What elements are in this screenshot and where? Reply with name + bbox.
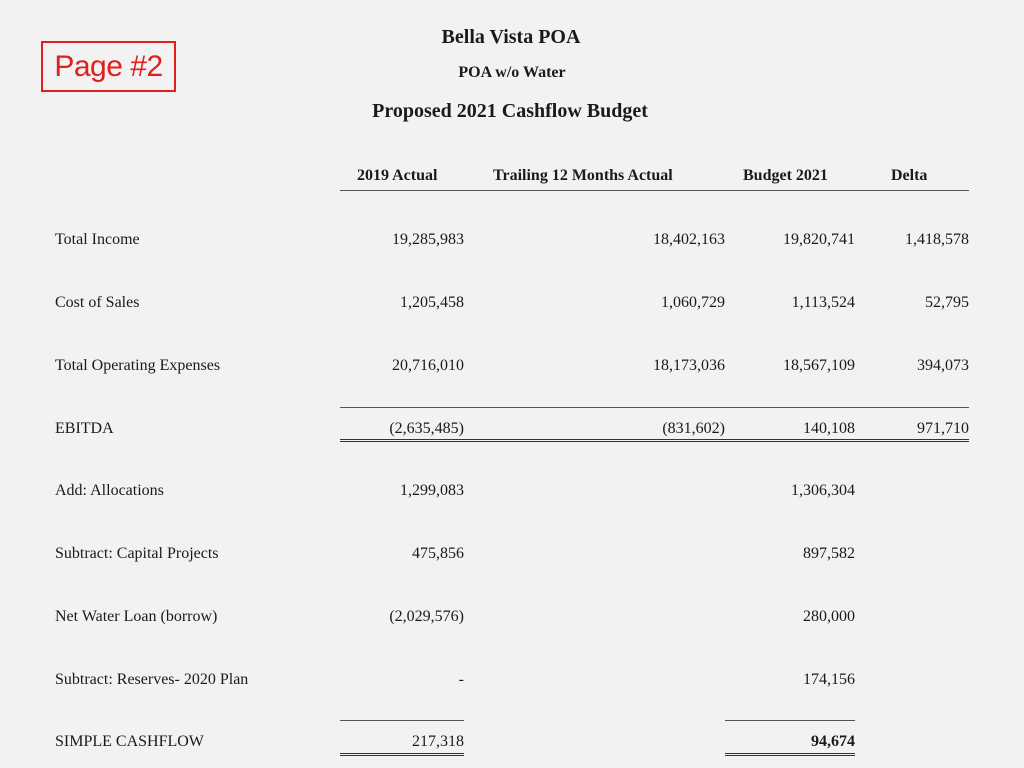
cell-2019-actual: (2,029,576): [389, 608, 464, 625]
column-header-delta: Delta: [891, 167, 928, 184]
cashflow-double-rule-budget: [725, 753, 855, 756]
header-rule: [340, 190, 969, 191]
cell-2019-actual: 19,285,983: [392, 231, 464, 248]
row-label: EBITDA: [55, 420, 114, 437]
row-label: Total Income: [55, 231, 140, 248]
row-label: Cost of Sales: [55, 294, 140, 311]
cashflow-rule-2019: [340, 720, 464, 721]
column-header-2019-actual: 2019 Actual: [357, 167, 438, 184]
row-label: Add: Allocations: [55, 482, 164, 499]
page-number-stamp: Page #2: [41, 41, 176, 92]
cell-budget-2021: 18,567,109: [783, 357, 855, 374]
report-title: Bella Vista POA: [441, 26, 581, 48]
row-label: Net Water Loan (borrow): [55, 608, 218, 625]
cell-delta: 1,418,578: [905, 231, 969, 248]
row-label: Subtract: Reserves- 2020 Plan: [55, 671, 249, 688]
cell-2019-actual: 1,205,458: [400, 294, 464, 311]
cell-budget-2021: 140,108: [803, 420, 855, 437]
cell-2019-actual: 217,318: [412, 733, 464, 750]
cell-budget-2021: 19,820,741: [783, 231, 855, 248]
cell-2019-actual: 20,716,010: [392, 357, 464, 374]
column-header-trailing-12-months: Trailing 12 Months Actual: [493, 167, 673, 184]
row-label: Subtract: Capital Projects: [55, 545, 219, 562]
table-row-ebitda: [0, 417, 1024, 441]
cell-trailing-12: 18,402,163: [653, 231, 725, 248]
table-row-total-operating-expenses: [0, 354, 1024, 378]
cell-delta: 971,710: [917, 420, 969, 437]
cell-delta: 52,795: [925, 294, 969, 311]
column-header-budget-2021: Budget 2021: [743, 167, 828, 184]
cell-budget-2021: 280,000: [803, 608, 855, 625]
table-row-capital-projects: [0, 542, 1024, 566]
table-row-cost-of-sales: [0, 291, 1024, 315]
cell-trailing-12: 1,060,729: [661, 294, 725, 311]
row-label: Total Operating Expenses: [55, 357, 221, 374]
report-subtitle: POA w/o Water: [458, 64, 566, 81]
cell-2019-actual: 475,856: [412, 545, 464, 562]
table-row-total-income: [0, 228, 1024, 252]
cell-delta: 394,073: [917, 357, 969, 374]
budget-title: Proposed 2021 Cashflow Budget: [372, 100, 648, 122]
cashflow-double-rule-2019: [340, 753, 464, 756]
table-row-net-water-loan: [0, 605, 1024, 629]
cell-2019-actual: (2,635,485): [389, 420, 464, 437]
table-row-add-allocations: [0, 479, 1024, 503]
cell-budget-2021: 94,674: [811, 733, 855, 750]
subtotal-rule: [340, 407, 969, 408]
cell-trailing-12: (831,602): [662, 420, 725, 437]
table-row-reserves-2020-plan: [0, 668, 1024, 692]
cell-budget-2021: 897,582: [803, 545, 855, 562]
cell-trailing-12: 18,173,036: [653, 357, 725, 374]
total-double-rule: [340, 439, 969, 442]
row-label: SIMPLE CASHFLOW: [55, 733, 204, 750]
cell-2019-actual: 1,299,083: [400, 482, 464, 499]
cell-budget-2021: 1,113,524: [791, 294, 855, 311]
cell-budget-2021: 1,306,304: [791, 482, 855, 499]
cell-budget-2021: 174,156: [803, 671, 855, 688]
cashflow-rule-budget: [725, 720, 855, 721]
cell-2019-actual: -: [458, 671, 464, 688]
table-row-simple-cashflow: [0, 730, 1024, 754]
